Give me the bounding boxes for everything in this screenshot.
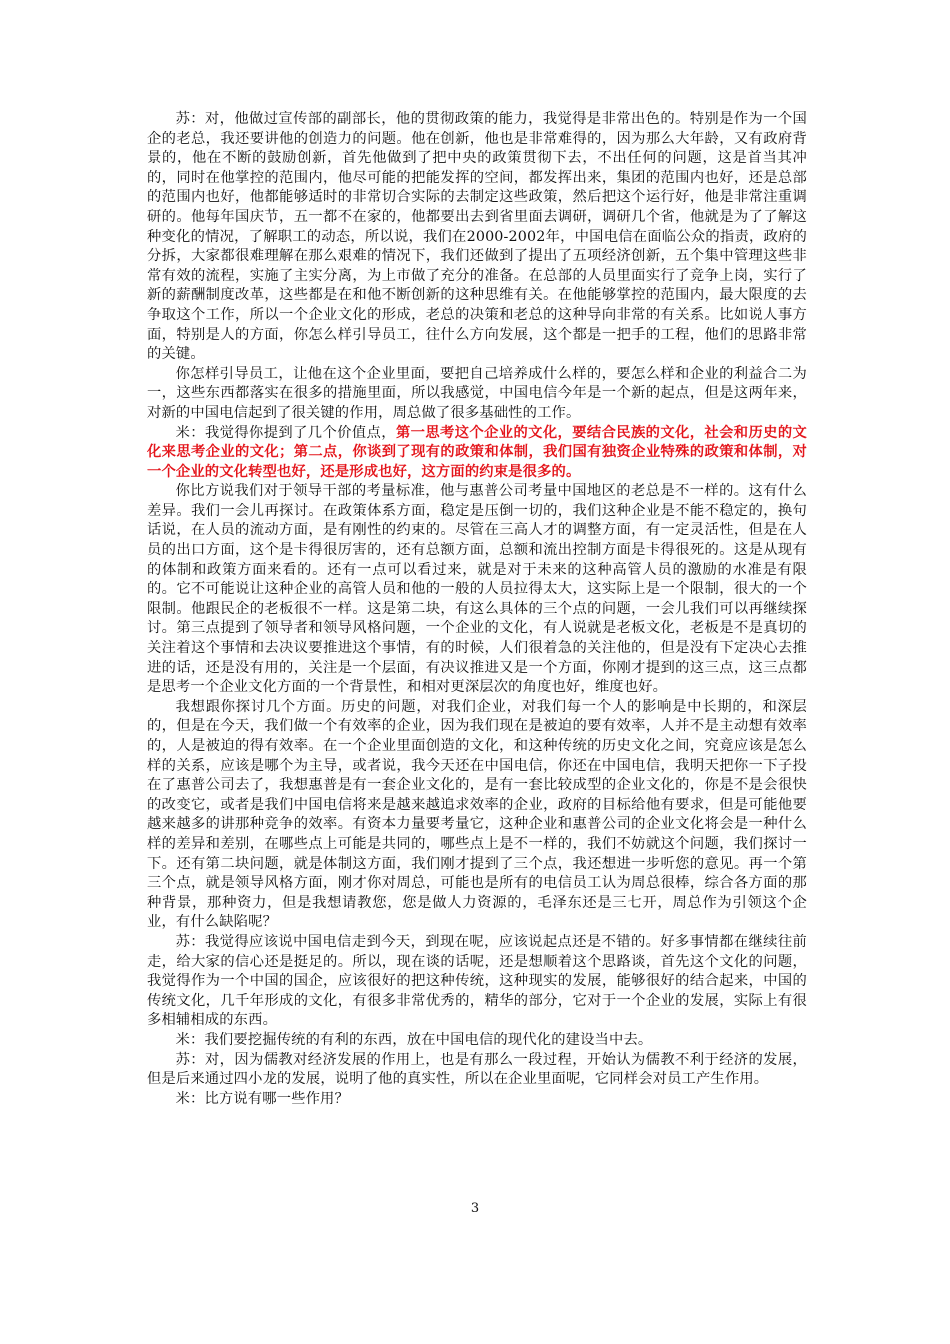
document-page — [147, 110, 807, 1310]
paragraph-su-1: 苏：对，他做过宣传部的副部长，他的贯彻政策的能力，我觉得是非常出色的。特别是作为一个国企的老总，我还要讲他的创造力的问题。他在创新，他也是非常难得的，因为那么大年龄，又有政府背景的，他在不断的鼓励创新，首先他做到了把中央的政策贯彻下去，不出任何的问题，这是首当其冲的，同时在他掌控的范围内，他尽可能的把能发挥的空间，都发挥出来，集团的范围内也好，还是总部的范围内也好，他都能够适时的非常切合实际的去制定这些政策，然后把这个运行好，他是非常注重调研的。他每年国庆节，五一都不在家的，他都要出去到省里面去调研，调研几个省，他就是为了了解这种变化的情况，了解职工的动态，所以说，我们在2000-2002年，中国电信在面临公众的指责，政府的分拆，大家都很难理解在那么艰难的情况下，我们还做到了提出了五项经济创新，五个集中管理这些非常有效的流程，实施了主实分离，为上市做了充分的准备。在总部的人员里面实行了竞争上岗，实行了新的薪酬制度改革，这些都是在和他不断创新的这种思维有关。在他能够掌控的范围内，最大限度的去争取这个工作，所以一个企业文化的形成，老总的决策和老总的这种导向非常的有关系。比如说人事方面，特别是人的方面，你怎么样引导员工，往什么方向发展，这个都是一把手的工程，他们的思路非常的关键。 — [147, 111, 807, 363]
highlighted-text: 第一思考这个企业的文化，要结合民族的文化，社会和历史的文化来思考企业的文化；第二点，你谈到了现有的政策和体制，我们国有独资企业特殊的政策和体制，对一个企业的文化转型也好，还是形成也好，这方面的约束是很多的。 — [147, 424, 807, 480]
paragraph-su-4: 苏：对，因为儒教对经济发展的作用上，也是有那么一段过程，开始认为儒教不利于经济的发展，但是后来通过四小龙的发展，说明了他的真实性，所以在企业里面呢，它同样会对员工产生作用。 — [147, 1051, 807, 1088]
paragraph-su-2: 你怎样引导员工，让他在这个企业里面，要把自己培养成什么样的，要怎么样和企业的利益合二为一，这些东西都落实在很多的措施里面，所以我感觉，中国电信今年是一个新的起点，但是这两年来，对新的中国电信起到了很关键的作用，周总做了很多基础性的工作。 — [147, 365, 807, 421]
paragraph-mi-3: 我想跟你探讨几个方面。历史的问题，对我们企业，对我们每一个人的影响是中长期的，和深层的，但是在今天，我们做一个有效率的企业，因为我们现在是被迫的要有效率，人并不是主动想有效率的，人是被迫的得有效率。在一个企业里面创造的文化，和这种传统的历史文化之间，究竟应该是怎么样的关系，应该是哪个为主导，或者说，我今天还在中国电信，你还在中国电信，我明天把你一下子投在了惠普公司去了，我想惠普是有一套企业文化的，是有一套比较成型的企业文化的，你是不是会很快的改变它，或者是我们中国电信将来是越来越追求效率的企业，政府的目标给他有要求，但是可能他要越来越多的讲那种竞争的效率。有资本力量要考量它，这种企业和惠普公司的企业文化将会是一种什么样的差异和差别，在哪些点上可能是共同的，哪些点上是不一样的，我们不妨就这个问题，我们探讨一下。还有第二块问题，就是体制这方面，我们刚才提到了三个点，我还想进一步听您的意见。再一个第三个点，就是领导风格方面，刚才你对周总，可能也是所有的电信员工认为周总很棒，综合各方面的那种背景，那种资力，但是我想请教您，您是做人力资源的，毛泽东还是三七开，周总作为引领这个企业，有什么缺陷呢？ — [147, 698, 807, 931]
paragraph-su-3: 苏：我觉得应该说中国电信走到今天，到现在呢，应该说起点还是不错的。好多事情都在继续往前走，给大家的信心还是挺足的。所以，现在谈的话呢，还是想顺着这个思路谈，首先这个文化的问题，我觉得作为一个中国的国企，应该很好的把这种传统，这种现实的发展，能够很好的结合起来，中国的传统文化，几千年形成的文化，有很多非常优秀的，精华的部分，它对于一个企业的发展，实际上有很多相辅相成的东西。 — [147, 933, 807, 1029]
paragraph-mi-1 — [147, 424, 807, 483]
paragraph-mi-2: 你比方说我们对于领导干部的考量标准，他与惠普公司考量中国地区的老总是不一样的。这有什么差异。我们一会儿再探讨。在政策体系方面，稳定是压倒一切的，我们这种企业是不能不稳定的，换句话说，在人员的流动方面，是有刚性的约束的。尽管在三高人才的调整方面，有一定灵活性，但是在人员的出口方面，这个是卡得很厉害的，还有总额方面，总额和流出控制方面是卡得很死的。这是从现有的体制和政策方面来看的。还有一点可以看过来，就是对于未来的这种高管人员的激励的水准是有限的。它不可能说让这种企业的高管人员和他的一般的人员拉得太大，这实际上是一个限制，很大的一个限制。他跟民企的老板很不一样。这是第二块，有这么具体的三个点的问题，一会儿我们可以再继续探讨。第三点提到了领导者和领导风格问题，一个企业的文化，有人说就是老板文化，老板是不是真切的关注着这个事情和去决议要推进这个事情，有的时候，人们很着急的关注他的，但是没有下定决心去推进的话，还是没有用的，关注是一个层面，有决议推进又是一个方面，你刚才提到的这三点，这三点都是思考一个企业文化方面的一个背景性，和相对更深层次的角度也好，维度也好。 — [147, 483, 807, 696]
paragraph-mi-1-lead: 米：我觉得你提到了几个价值点， — [175, 424, 396, 441]
paragraph-mi-5: 米：比方说有哪一些作用？ — [175, 1090, 349, 1107]
page-number: 3 — [470, 1201, 480, 1216]
paragraph-mi-4: 米：我们要挖掘传统的有利的东西，放在中国电信的现代化的建设当中去。 — [175, 1031, 653, 1048]
